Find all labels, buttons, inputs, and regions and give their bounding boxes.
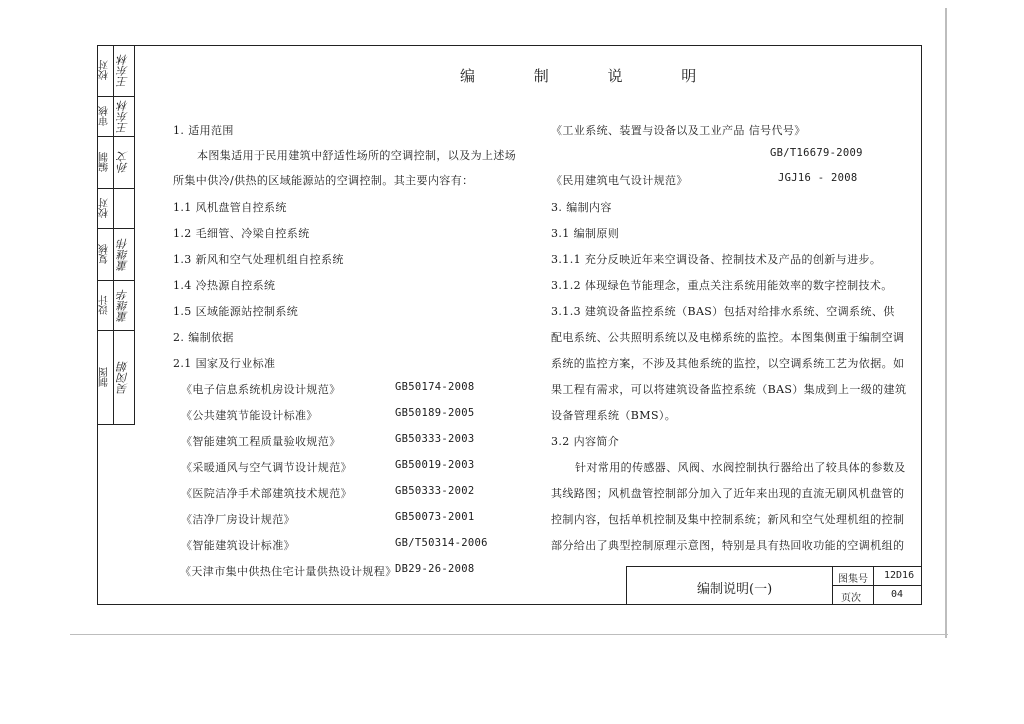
summary-line-4: 部分给出了典型控制原理示意图，特别是具有热回收功能的空调机组的 (551, 539, 905, 552)
signature-row (97, 229, 134, 281)
signature-strip (97, 45, 135, 425)
section-2-heading: 2. 编制依据 (173, 331, 234, 344)
standard-name: 《采暖通风与空气调节设计规范》 (181, 461, 352, 474)
principle-3-1-1: 3.1.1 充分反映近年来空调设备、控制技术及产品的创新与进步。 (551, 253, 882, 266)
atlas-number: 12D16 (884, 570, 915, 581)
title-block (626, 566, 922, 605)
standard-code: GB50189-2005 (395, 407, 475, 419)
signature-name: 董继华 (116, 289, 130, 322)
signature-row (97, 97, 134, 137)
standard-name: 《民用建筑电气设计规范》 (551, 174, 688, 187)
scope-item-1-5: 1.5 区域能源站控制系统 (173, 305, 299, 318)
signature-name: 董继伟 (116, 238, 130, 271)
signature-name: 孙文 (116, 151, 130, 174)
principle-3-1-2: 3.1.2 体现绿色节能理念，重点关注系统用能效率的数字控制技术。 (551, 279, 893, 292)
signature-row (97, 281, 134, 331)
scan-right-edge (945, 8, 947, 638)
signature-row (97, 45, 134, 97)
principle-3-1-3-line-4: 果工程有需求，可以将建筑设备监控系统（BAS）集成到上一级的建筑 (551, 383, 907, 396)
standard-name: 《电子信息系统机房设计规范》 (181, 383, 341, 396)
scope-item-1-2: 1.2 毛细管、冷梁自控系统 (173, 227, 310, 240)
section-3-heading: 3. 编制内容 (551, 201, 612, 214)
signature-name: 吴闵娟 (116, 361, 130, 394)
scope-paragraph-line-2: 所集中供冷/供热的区域能源站的空调控制。其主要内容有： (173, 174, 474, 187)
section-3-1-heading: 3.1 编制原则 (551, 227, 620, 240)
standard-code: GB/T16679-2009 (770, 147, 863, 159)
standard-name: 《洁净厂房设计规范》 (181, 513, 295, 526)
standard-code: GB50073-2001 (395, 511, 475, 523)
section-1-heading: 1. 适用范围 (173, 124, 234, 137)
scan-bottom-edge (70, 634, 948, 635)
principle-3-1-3-line-3: 系统的监控方案，不涉及其他系统的监控，以空调系统工艺为依据。如 (551, 357, 905, 370)
standard-name: 《智能建筑工程质量验收规范》 (181, 435, 341, 448)
standard-name: 《医院洁净手术部建筑技术规范》 (181, 487, 352, 500)
standard-code: GB50333-2002 (395, 485, 475, 497)
signature-role: 校对 (97, 189, 114, 228)
signature-name (113, 189, 134, 228)
summary-line-3: 控制内容，包括单机控制及集中控制系统；新风和空气处理机组的控制 (551, 513, 905, 526)
section-3-2-heading: 3.2 内容简介 (551, 435, 620, 448)
standard-code: GB50019-2003 (395, 459, 475, 471)
section-2-1-heading: 2.1 国家及行业标准 (173, 357, 276, 370)
standard-name: 《工业系统、装置与设备以及工业产品 信号代号》 (551, 124, 806, 137)
signature-role: 设计 (97, 281, 114, 330)
scope-item-1-4: 1.4 冷热源自控系统 (173, 279, 276, 292)
principle-3-1-3-line-1: 3.1.3 建筑设备监控系统（BAS）包括对给排水系统、空调系统、供 (551, 305, 895, 318)
atlas-number-label: 图集号 (838, 574, 868, 585)
page-number-label: 页次 (841, 593, 861, 604)
standard-name: 《天津市集中供热住宅计量供热设计规程》 (180, 565, 397, 578)
standard-code: DB29-26-2008 (395, 563, 475, 575)
summary-line-1: 针对常用的传感器、风阀、水阀控制执行器给出了较具体的参数及 (575, 461, 906, 474)
standard-code: GB50333-2003 (395, 433, 475, 445)
standard-code: GB/T50314-2006 (395, 537, 488, 549)
signature-row (97, 331, 134, 425)
signature-name: 王东林 (116, 100, 130, 133)
sheet-title: 编制说明(一) (697, 582, 773, 597)
principle-3-1-3-line-5: 设备管理系统（BMS）。 (551, 409, 677, 422)
scope-paragraph-line-1: 本图集适用于民用建筑中舒适性场所的空调控制，以及为上述场 (197, 149, 517, 162)
standard-name: 《公共建筑节能设计标准》 (181, 409, 318, 422)
standard-code: JGJ16 - 2008 (778, 172, 858, 184)
signature-role: 审核 (97, 97, 114, 136)
signature-row (97, 137, 134, 189)
page-title: 编 制 说 明 (460, 67, 724, 85)
scope-item-1-1: 1.1 风机盘管自控系统 (173, 201, 287, 214)
signature-role: 制图 (97, 331, 114, 424)
page-number: 04 (891, 589, 904, 600)
principle-3-1-3-line-2: 配电系统、公共照明系统以及电梯系统的监控。本图集侧重于编制空调 (551, 331, 905, 344)
signature-role: 复核 (97, 229, 114, 280)
summary-line-2: 其线路图；风机盘管控制部分加入了近年来出现的直流无刷风机盘管的 (551, 487, 905, 500)
signature-name: 王东林 (116, 54, 130, 87)
standard-name: 《智能建筑设计标准》 (181, 539, 295, 552)
scope-item-1-3: 1.3 新风和空气处理机组自控系统 (173, 253, 344, 266)
standard-code: GB50174-2008 (395, 381, 475, 393)
signature-row (97, 189, 134, 229)
signature-role: 编制 (97, 137, 114, 188)
signature-role: 校对 (97, 45, 114, 96)
